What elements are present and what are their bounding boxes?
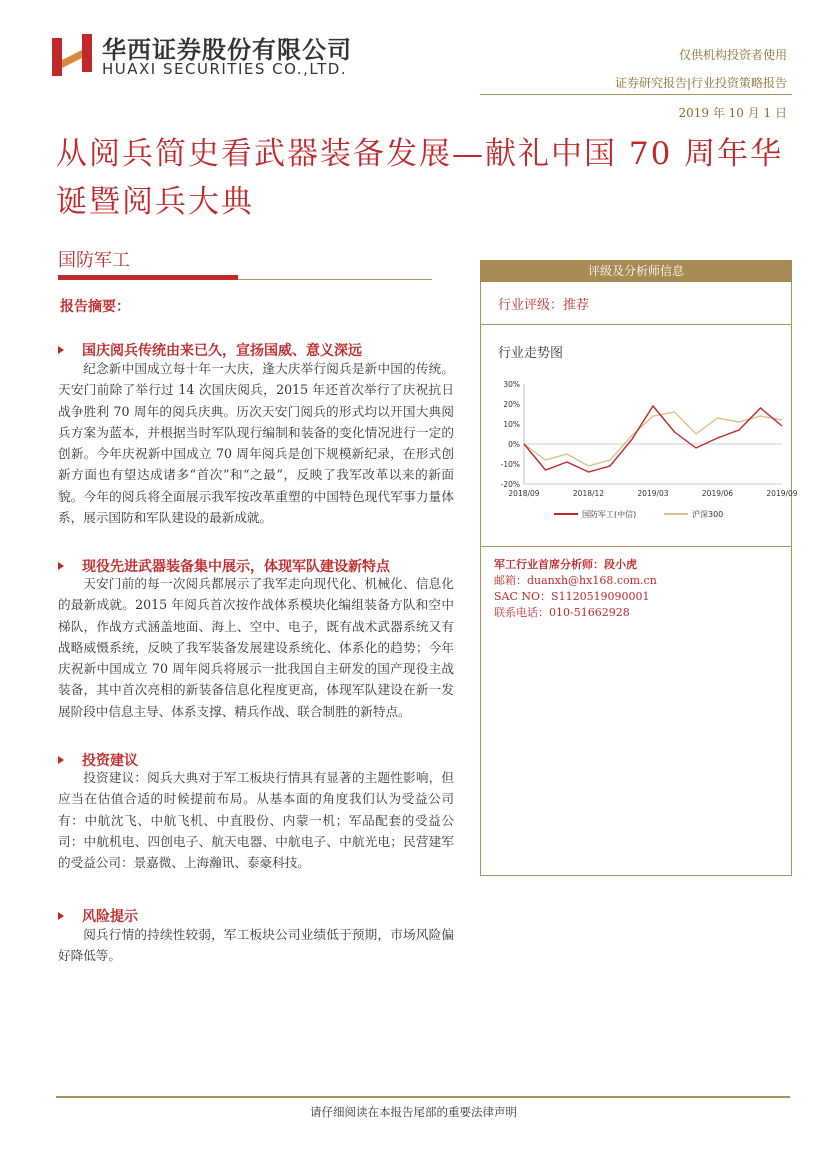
section-heading-3: 投资建议 <box>58 750 138 770</box>
section-body-1: 纪念新中国成立每十年一大庆，逢大庆举行阅兵是新中国的传统。天安门前除了举行过 14 次国庆阅兵，2015 年还首次举行了庆祝抗日战争胜利 70 周年的阅兵庆典。历次天安门阅兵的形式均以开国大典阅兵方案为蓝本，并根据当时军队现行编制和装备的变化情况进行一定的创新。今年庆祝新中国成立 70 周年阅兵是创下规模新纪录，在形式创新方面也有望达成诸多“首次”和“之最”，反映了我军改革以来的新面貌。今年的阅兵将全面展示我军按改革重塑的中国特色现代军事力量体系，展示国防和军队建设的最新成就。 <box>58 361 454 526</box>
triangle-bullet-icon <box>58 756 64 764</box>
report-title: 从阅兵简史看武器装备发展—献礼中国 70 周年华诞暨阅兵大典 <box>56 136 784 220</box>
triangle-bullet-icon <box>58 346 64 354</box>
analyst-title: 军工行业首席分析师：段小虎 <box>494 558 637 571</box>
y-tick-label: 20% <box>503 400 520 409</box>
triangle-bullet-icon <box>58 562 64 570</box>
section-body-4: 阅兵行情的持续性较弱，军工板块公司业绩低于预期，市场风险偏好降低等。 <box>58 927 454 964</box>
sidebar-header: 评级及分析师信息 <box>480 260 792 282</box>
header-divider <box>480 94 792 95</box>
triangle-bullet-icon <box>58 912 64 920</box>
footer-disclaimer: 请仔细阅读在本报告尾部的重要法律声明 <box>310 1105 517 1119</box>
y-tick-label: -10% <box>500 460 520 469</box>
legend-label: 国防军工(中信) <box>582 510 637 519</box>
series-line-沪深300 <box>524 412 782 466</box>
footer-divider <box>56 1096 790 1098</box>
sidebar-divider-2 <box>480 546 792 547</box>
sidebar-divider <box>480 324 792 325</box>
section-body-2: 天安门前的每一次阅兵都展示了我军走向现代化、机械化、信息化的最新成就。2015 年阅兵首次按作战体系模块化编组装备方队和空中梯队，作战方式涵盖地面、海上、空中、电子，既有战术武器系统又有战略威慑系统，反映了我军装备发展建设系统化、体系化的趋势；今年庆祝新中国成立 70 周年阅兵将展示一批我国自主研发的国产现役主战装备，其中首次亮相的新装备信息化程度更高，体现军队建设在新一发展阶段中信息主导、体系支撑、精兵作战、联合制胜的新特点。 <box>58 576 454 719</box>
x-tick-label: 2018/09 <box>508 489 540 498</box>
y-tick-label: 30% <box>503 380 520 389</box>
legend-label: 沪深300 <box>692 510 724 519</box>
y-tick-label: 10% <box>503 420 520 429</box>
summary-label: 报告摘要： <box>60 299 130 315</box>
section-heading-1: 国庆阅兵传统由来已久，宣扬国威、意义深远 <box>58 340 362 360</box>
section-body-3: 投资建议：阅兵大典对于军工板块行情具有显著的主题性影响，但应当在估值合适的时候提前布局。从基本面的角度我们认为受益公司有：中航沈飞、中航飞机、中直股份、内蒙一机；军品配套的受益公司：中航机电、四创电子、航天电器、中航电子、中航光电；民营建军的受益公司：景嘉微、上海瀚讯、泰豪科技。 <box>58 770 454 871</box>
trend-chart <box>494 374 798 526</box>
section-heading-4: 风险提示 <box>58 906 138 926</box>
analyst-email: 邮箱：duanxh@hx168.com.cn <box>494 574 657 587</box>
trend-chart-title: 行业走势图 <box>498 346 564 361</box>
sector-label: 国防军工 <box>58 250 130 271</box>
company-name-en: HUAXI SECURITIES CO.,LTD. <box>102 60 348 78</box>
sector-accent-bar <box>58 275 238 280</box>
x-tick-label: 2018/12 <box>572 489 605 498</box>
x-tick-label: 2019/09 <box>766 489 798 498</box>
company-name-cn: 华西证券股份有限公司 <box>102 36 352 64</box>
y-tick-label: 0% <box>508 440 520 449</box>
analyst-sac-number: SAC NO：S1120519090001 <box>494 590 650 603</box>
report-date: 2019 年 10 月 1 日 <box>678 106 787 120</box>
x-tick-label: 2019/03 <box>637 489 669 498</box>
analyst-phone: 联系电话：010-51662928 <box>494 606 630 619</box>
industry-rating: 行业评级：推荐 <box>498 298 590 313</box>
huaxi-logo-icon <box>52 34 94 76</box>
y-tick-label: -20% <box>500 480 520 489</box>
report-type: 证券研究报告|行业投资策略报告 <box>614 76 787 90</box>
audience-note: 仅供机构投资者使用 <box>678 48 787 62</box>
section-heading-2: 现役先进武器装备集中展示，体现军队建设新特点 <box>58 556 390 576</box>
x-tick-label: 2019/06 <box>701 489 734 498</box>
